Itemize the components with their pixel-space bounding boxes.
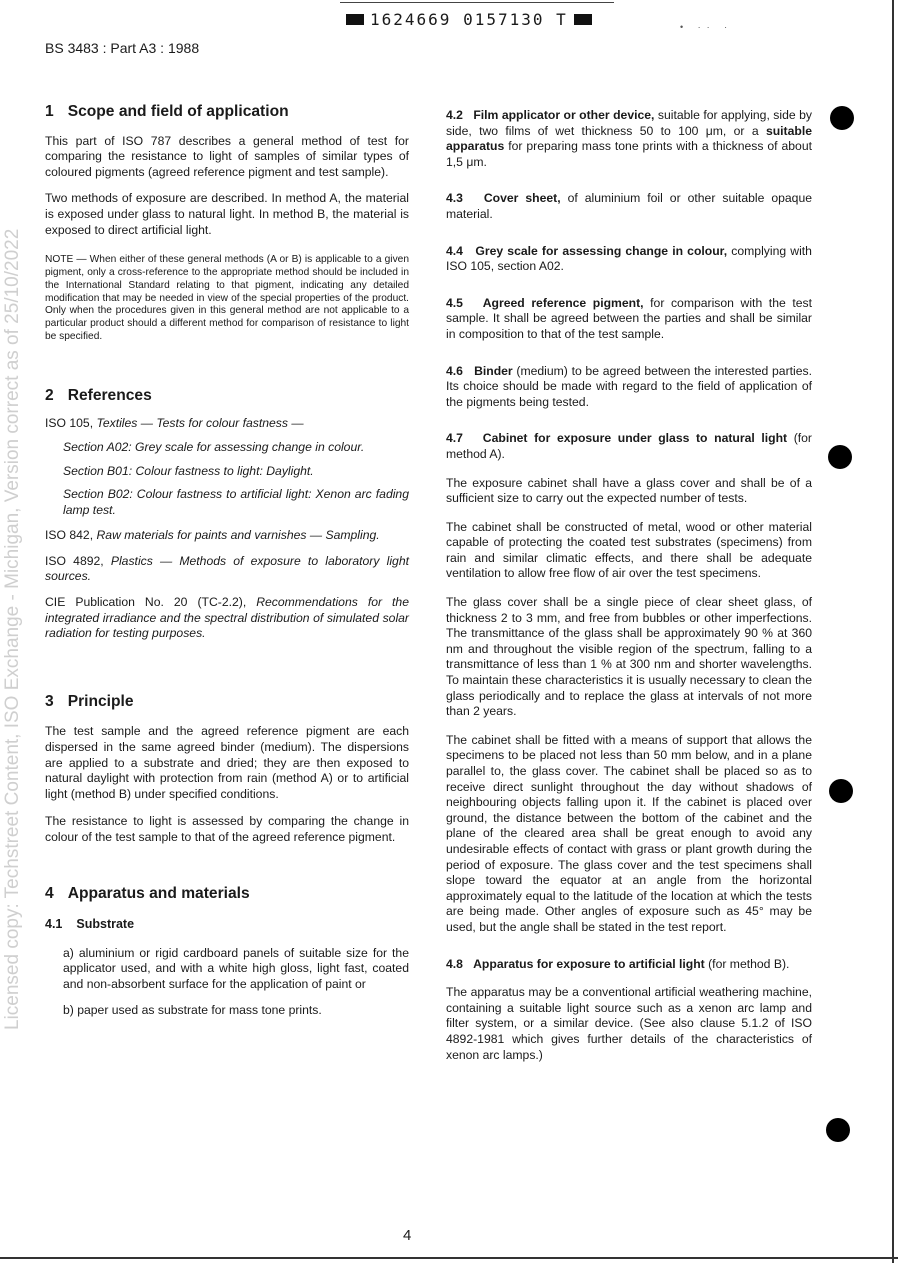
clause-4-3: 4.3 Cover sheet, of aluminium foil or other suitable opaque material. xyxy=(446,191,812,221)
barcode-block-right xyxy=(574,14,592,25)
clause-4-7-para-1: The exposure cabinet shall have a glass cover and shall be of a sufficient size to carry out the expected number of tests. xyxy=(446,475,812,506)
reference-iso105-a02: Section A02: Grey scale for assessing change in colour. xyxy=(63,439,365,454)
clause-4-7-para-4: The cabinet shall be fitted with a means of support that allows the specimens to be placed not less than 50 mm below, and in a plane parallel to, the glass cover. The cabinet shall be placed so as to receive direct sunlight throughout the day without shadows of neighbouring objects falling upon it. If the cabinet is placed over ground, the distance between the bottom of the cabinet and the plane of the cleared area shall be great enough to avoid any undesirable effects of contact with grass or plant growth during the period of exposure. The glass cover and the test specimens shall slope toward the equator at an angle from the horizontal approximately equal to the latitude of the location at which the tests are being made. Other angles of exposure such as 45° may be used, but the angle shall be stated in the test report. xyxy=(446,732,812,934)
clause-4-4: 4.4 Grey scale for assessing change in colour, complying with ISO 105, section A02. xyxy=(446,243,812,274)
clause-4-6: 4.6 Binder (medium) to be agreed between the interested parties. Its choice should be made with regard to the field of application of the pigments being tested. xyxy=(446,363,812,409)
barcode xyxy=(346,9,606,29)
reference-iso105-b01: Section B01: Colour fastness to light: Daylight. xyxy=(63,463,314,478)
section-1-note: NOTE — When either of these general methods (A or B) is applicable to a given pigment, only a cross-reference to the appropriate method should be included in the International Standard relating to that pigment, indicating any detailed modification that may be needed in view of the special properties of the product. Only when the procedures given in this general method are not applicable to a particular product should a different method for comparison of resistance to light be specified. xyxy=(45,254,409,342)
clause-4-8: 4.8 Apparatus for exposure to artificial light (for method B). xyxy=(446,956,790,971)
clause-4-7-para-3: The glass cover shall be a single piece of clear sheet glass, of thickness 2 to 3 mm, and free from bubbles or other imperfections. The transmittance of the glass shall be approximately 90 % at 360 nm and throughout the visible region of the spectrum, falling to a transmittance of less than 1 % at 300 nm and shorter wavelengths. To maintain these characteristics it is usually necessary to clean the glass periodically and to replace the glass at intervals of not more than 2 years. xyxy=(446,595,812,719)
barcode-text: 1624669 0157130 T xyxy=(370,10,568,29)
substrate-option-b: b) paper used as substrate for mass tone prints. xyxy=(63,1002,322,1017)
scan-specks: • ·· · xyxy=(680,22,734,32)
clause-4-7-para-2: The cabinet shall be constructed of metal, wood or other material capable of protecting the coated test substrates (specimens) from rain and similar climatic effects, and there shall be adequate ventilation to allow free flow of air over the test specimens. xyxy=(446,519,812,581)
section-1-heading: 1 Scope and field of application xyxy=(45,103,289,120)
subsection-4-1-heading: 4.1 Substrate xyxy=(45,917,135,932)
binding-hole-mark xyxy=(826,1118,850,1142)
clause-4-5: 4.5 Agreed reference pigment, for comparison with the test sample. It shall be agreed between the parties and shall be similar in composition to that of the test sample. xyxy=(446,295,812,341)
bottom-border xyxy=(0,1257,898,1259)
reference-iso105: ISO 105, Textiles — Tests for colour fastness — xyxy=(45,416,304,431)
page-number: 4 xyxy=(403,1227,412,1244)
section-3-heading: 3 Principle xyxy=(45,692,134,710)
top-rule xyxy=(340,2,614,3)
binding-hole-mark xyxy=(830,106,854,130)
reference-iso842: ISO 842, Raw materials for paints and varnishes — Sampling. xyxy=(45,528,380,543)
right-border xyxy=(892,0,894,1263)
section-2-heading: 2 References xyxy=(45,386,152,404)
section-1-para-2: Two methods of exposure are described. In method A, the material is exposed under glass to natural light. In method B, the material is exposed to direct artificial light. xyxy=(45,191,409,237)
section-4-heading: 4 Apparatus and materials xyxy=(45,884,250,902)
binding-hole-mark xyxy=(829,779,853,803)
right-column xyxy=(446,108,812,1063)
reference-cie20: CIE Publication No. 20 (TC-2.2), Recommendations for the integrated irradiance and the spectral distribution of simulated solar radiation for testing purposes. xyxy=(45,595,409,641)
left-column xyxy=(45,104,409,1018)
reference-iso4892: ISO 4892, Plastics — Methods of exposure to laboratory light sources. xyxy=(45,553,409,584)
clause-4-7: 4.7 Cabinet for exposure under glass to natural light (for method A). xyxy=(446,431,812,461)
binding-hole-mark xyxy=(828,445,852,469)
clause-4-8-para-1: The apparatus may be a conventional artificial weathering machine, containing a suitable light source such as a xenon arc lamp and filter system, or a similar device. (See also clause 5.1.2 of ISO 4892-1981 which gives further details of the characteristics of xenon arc lamps.) xyxy=(446,985,812,1062)
document-reference: BS 3483 : Part A3 : 1988 xyxy=(45,40,200,56)
section-3-para-2: The resistance to light is assessed by comparing the change in colour of the test sample to that of the agreed reference pigment. xyxy=(45,814,409,845)
clause-4-2: 4.2 Film applicator or other device, suitable for applying, side by side, two films of wet thickness 50 to 100 μm, or a suitable apparatus for preparing mass tone prints with a thickness of about 1,5 μm. xyxy=(446,108,812,169)
substrate-option-a: a) aluminium or rigid cardboard panels of suitable size for the applicator used, and with a white high gloss, light fast, coated and non-absorbent surface for the application of paint or xyxy=(63,945,409,991)
section-1-para-1: This part of ISO 787 describes a general method of test for comparing the resistance to light of samples of similar types of coloured pigments (agreed reference pigment and test sample). xyxy=(45,133,409,179)
section-3-para-1: The test sample and the agreed reference pigment are each dispersed in the same agreed binder (medium). The dispersions are applied to a substrate and dried; they are then exposed to natural daylight with protection from rain (method A) or to artificial light (method B) under specified conditions. xyxy=(45,724,409,801)
license-watermark: Licensed copy: Techstreet Content, ISO Exchange - Michigan, Version correct as of 25/10/2022 xyxy=(2,228,23,1030)
barcode-block-left xyxy=(346,14,364,25)
reference-iso105-b02: Section B02: Colour fastness to artificial light: Xenon arc fading lamp test. xyxy=(63,487,409,517)
